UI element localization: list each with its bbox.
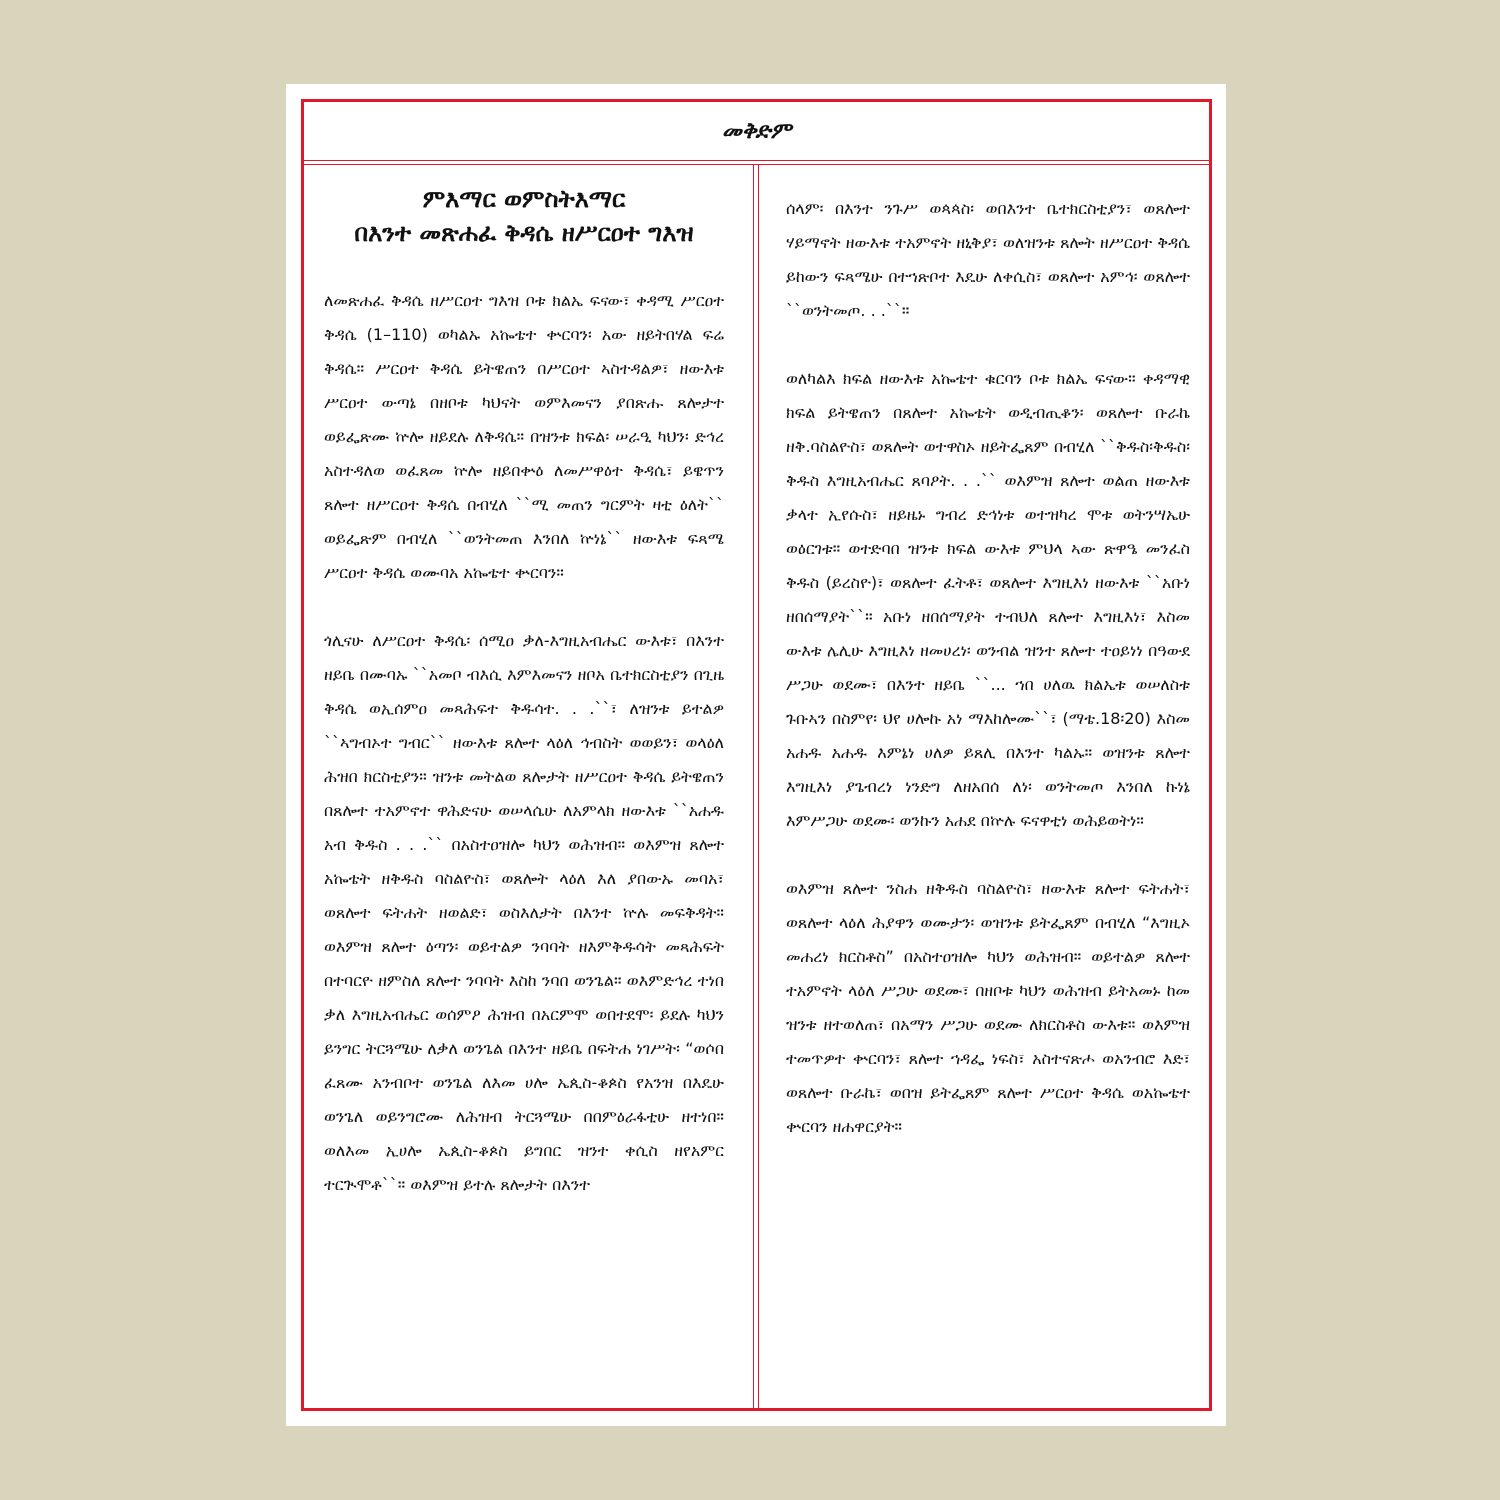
paragraph: ወለካልእ ክፍል ዘውእቱ አኰቴተ ቁርባን ቦቱ ክልኤ ፍናው። ቀዳማዊ ክፍል ይትዌጠን በጸሎተ አኰቴት ወዲብጢቆን፡ ወጸሎተ ቡራኬ ዘቅ.ባስልዮስ፣ ወጸሎት ወተዋስኦ ዘይትፌጸም በብሂለ ``ቅዱስ፡ቅዱስ፡ ቅዱስ እግዚአብሔር ጸባዖት. . .`` ወእምዝ ጸሎተ ወልጠ ዘውእቱ ቃላተ ኢየሱስ፣ ዘይዜኑ ግብረ ድኅነቱ ወተዝካረ ሞቱ ወትንሣኤሁ ወዕርገቱ። ወተድባበ ዝንቱ ክፍል ውእቱ ምህላ ኣው ጽዋዔ መንፈስ ቅዱስ (ይረስዮ)፣ ወጸሎተ ፈትቶ፣ ወጸሎተ እግዚእነ ዘውእቱ ``አቡነ ዘበሰማያት``። አቡነ ዘበሰማያት ተብህለ ጸሎተ እግዚእነ፣ እስመ ውእቱ ሌሊሁ እግዚእነ ዘመሀረነ፡ ወንብል ዝንተ ጸሎተ ተዐይነነ በዓውደ ሥጋሁ ወደሙ፣ በእንተ ዘይቤ ``... ኀበ ሀለዉ ክልኤቱ ወሠለስቱ ጉቡኣን በስምየ፡ ህየ ሀሎኩ አነ ማእከሎሙ``፣ (ማቴ.18፡20) እስመ አሐዱ አሐዱ እምኔነ ሀለዎ ይጸሊ በእንተ ካልኡ። ወዝንቱ ጸሎተ እግዚእነ ያጌብረነ ነንድግ ለዘአበሰ ለነ፡ ወንትመጦ እንበለ ኩነኔ እምሥጋሁ ወደሙ፡ ወንኩን አሐደ በኵሉ ፍናዋቲነ ወሕይወትነ። [786,369,1190,830]
section-heading [324,182,724,250]
page-border [301,99,1212,1411]
document-page [286,84,1226,1426]
paragraph: ሰላም፡ በእንተ ንጉሥ ወጳጳስ፡ ወበእንተ ቤተክርስቲያን፣ ወጸሎተ ሃይማኖት ዘውእቱ ተአምኖት ዘኒቅያ፣ ወለዝንቱ ጸሎት ዘሥርዐተ ቅዳሴ ይከውን ፍጻሜሁ በተኀጽቦተ እዴሁ ለቀሲስ፣ ወጸሎተ አምኅ፡ ወጸሎተ ``ወንትመጦ. . .``። [786,199,1190,320]
column-divider-right [758,164,759,1408]
paragraph: ጎሊናሁ ለሥርዐተ ቅዳሴ፡ ሰሚዐ ቃለ-እግዚአብሔር ውእቱ፣ በእንተ ዘይቤ በሙባኡ ``አመቦ ብእሲ እምእመናን ዘቦአ ቤተክርስቲያን በጊዜ ቅዳሴ ወኢሰምዐ መጻሕፍተ ቅዱሳተ. . .``፣ ለዝንቱ ይተልዎ ``ኣግብኦተ ግብር`` ዘውእቱ ጸሎተ ላዕለ ኅብስት ወወይን፣ ወላዕለ ሕዝበ ክርስቲያን። ዝንቱ መትልወ ጸሎታት ዘሥርዐተ ቅዳሴ ይትዌጠን በጸሎተ ተአምኖተ ዋሕድናሁ ወሠላሴሁ ለአምላክ ዘውእቱ ``አሐዱ አብ ቅዱስ . . .`` በአስተዐዝሎ ካህን ወሕዝብ። ወእምዝ ጸሎተ አኰቴት ዘቅዱስ ባስልዮስ፣ ወጸሎት ላዕለ እለ ያበውኡ መባአ፣ ወጸሎተ ፍትሐት ዘወልድ፣ ወስእለታት በእንተ ኵሉ መፍቅዳት። ወእምዝ ጸሎተ ዕጣን፡ ወይተልዎ ንባባት ዘእምቅዱሳት መጻሕፍት በተባርዮ ዘምስለ ጸሎተ ንባባት እስከ ንባበ ወንጌል። ወእምድኅረ ተነበ ቃለ እግዚአብሔር ወሰምዖ ሕዝብ በአርምሞ ወበተደሞ፡ ይደሉ ካህን ይንግር ትርጓሜሁ ለቃለ ወንጌል በእንተ ዘይቤ በፍትሐ ነገሥት፡ “ወሶበ ፈጸሙ አንብቦተ ወንጌል ለእመ ሀሎ ኤጲስ-ቆጶስ የአንዝ በእዴሁ ወንጌለ ወይንግሮሙ ለሕዝብ ትርጓሜሁ በበምዕራፋቲሁ ዘተነበ። ወለእመ ኢሀሎ ኤጲስ-ቆጶስ ይግበር ዝንተ ቀሲስ ዘየአምር ተርጒሞቶ``። ወእምዝ ይተሉ ጸሎታት በእንተ [324,631,724,1194]
page-title: መቅድም [721,118,792,144]
right-column [786,168,1190,1178]
heading-line-2: በእንተ መጽሐፈ ቅዳሴ ዘሥርዐተ ግእዝ [354,219,694,247]
header-divider-bottom [304,164,1209,165]
header-divider-top [304,160,1209,161]
heading-line-1: ምእማር ወምስትእማር [422,185,626,213]
paragraph: ለመጽሐፈ ቅዳሴ ዘሥርዐተ ግእዝ ቦቱ ክልኤ ፍናው፣ ቀዳሚ ሥርዐተ ቅዳሴ (1–110) ወካልኡ አኰቴተ ቍርባን፡ አው ዘይትበሃል ፍሬ ቅዳሴ። ሥርዐተ ቅዳሴ ይትዌጠን በሥርዐተ ኣስተዳልዎ፣ ዘውእቱ ሥርዐተ ውጣኔ በዘቦቱ ካህናት ወምእመናን ያበጽሑ ጸሎታተ ወይፌጽሙ ኵሎ ዘይደሉ ለቅዳሴ። በዝንቱ ክፍል፡ ሠራዒ ካህን፡ ድኅረ አስተዳለወ ወፈጸመ ኵሎ ዘይበቍዕ ለመሥዋዕተ ቅዳሴ፣ ይዌጥን ጸሎተ ዘሥርዐተ ቅዳሴ በብሂለ ``ሚ መጠን ግርምት ዛቲ ዕለት`` ወይፌጽም በብሂለ ``ወንትመጠ እንበለ ኵነኔ`` ዘውእቱ ፍጻሜ ሥርዐተ ቅዳሴ ወሙባአ አኰቴተ ቍርባን። [324,291,724,582]
paragraph: ወእምዝ ጸሎተ ንስሐ ዘቅዱስ ባስልዮስ፣ ዘውእቱ ጸሎተ ፍትሐት፣ ወጸሎተ ላዕለ ሕያዋን ወሙታን፡ ወዝንቱ ይትፌጸም በብሂለ “እግዚኦ መሐረነ ክርስቶስ” በአስተዐዝሎ ካህን ወሕዝብ። ወይተልዎ ጸሎተ ተአምኖት ላዕለ ሥጋሁ ወደሙ፣ በዘቦቱ ካህን ወሕዝብ ይትአመኑ ከመ ዝንቱ ዘተወለጠ፣ በአማን ሥጋሁ ወደሙ ለክርስቶስ ውእቱ። ወእምዝ ተመጥዎተ ቍርባን፣ ጸሎተ ኀዳፌ ነፍስ፣ አስተናጽሖ ወአንብሮ እድ፣ ወጸሎተ ቡራኬ፣ ወበዝ ይትፌጸም ጸሎተ ሥርዐተ ቅዳሴ ወአኰቴተ ቍርባን ዘሐዋርያት። [786,879,1190,1136]
left-column [324,168,724,1236]
column-divider-left [753,164,754,1408]
